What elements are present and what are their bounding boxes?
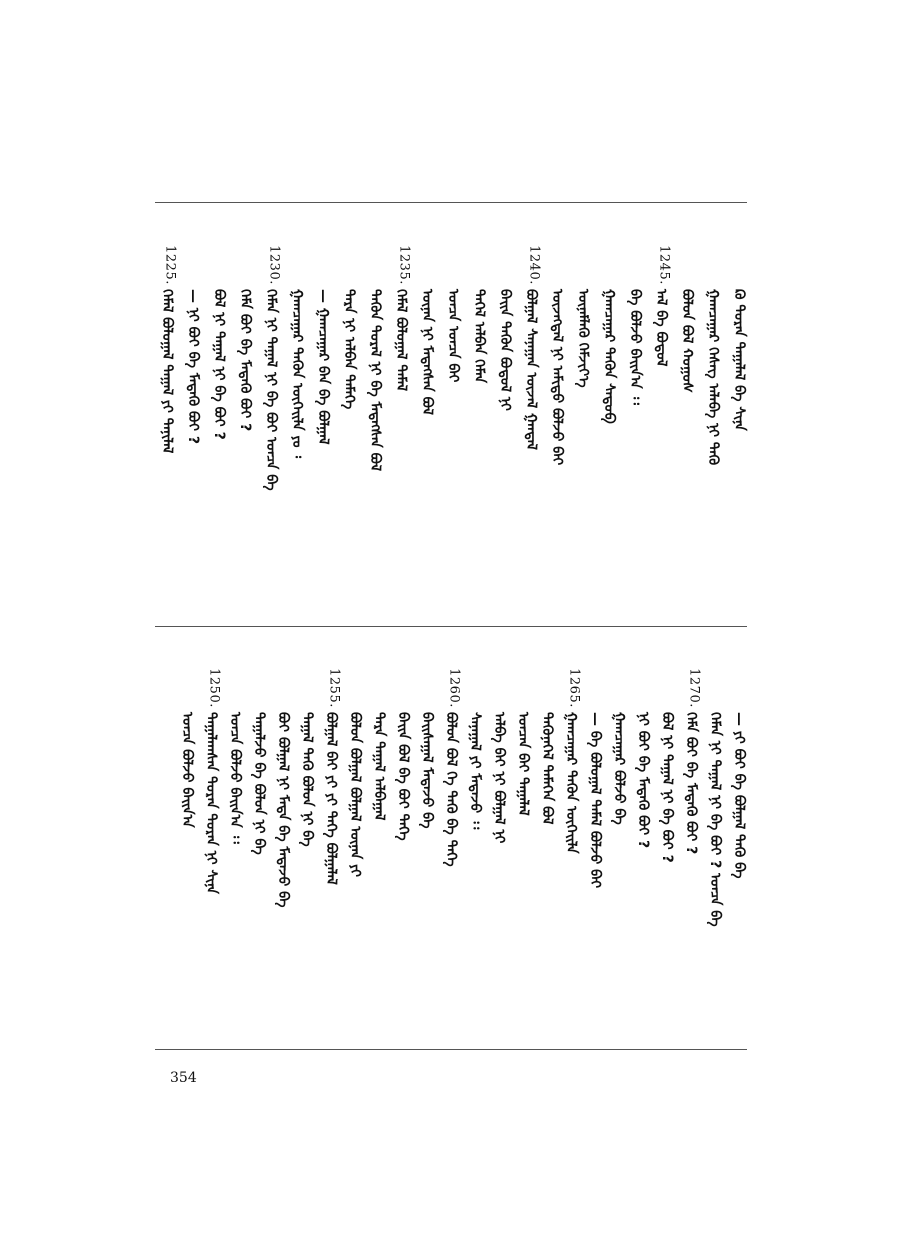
verse-line-column [178,668,202,968]
verse-line-text: — ᠶᠢ ᠪᠣᠢ ᠪᠠ ᠪᠣᠯᠭᠠᠯ ᠲᠡᠭᠦ ᠪᠠ [731,712,747,879]
verse-line-column [314,245,338,545]
page-number: 354 [170,1070,197,1086]
verse-line-text: ᠪᠠᠢᠨ ᠪᠣᠯ ᠪᠠ ᠪᠣᠢ ᠲᠡᠭᠡ [395,712,411,841]
line-number [226,668,250,708]
line-number [704,245,728,285]
line-number [366,245,390,285]
verse-line-text: ᠲᠠᠭᠠᠯ ᠲᠡᠭᠦ ᠪᠣᠯᠤᠨ ᠨᠢ ᠪᠠ [299,712,315,847]
verse-line-text: ᠨᠢ ᠪᠣᠢ ᠪᠠ ᠮᠡᠳᠡᠬᠦ ᠪᠣᠢ ? [635,712,651,849]
verse-line-text: ᠲᠡᠷᠡ ᠨᠢ ᠠᠯᠪᠠᠨ ᠲᠡᠮᠡᠭᠡ [341,289,357,410]
verse-line-text: ᠪᠣᠯᠤᠨ ᠪᠣᠯ ᠬᠣᠭᠤᠰ [679,289,695,393]
verse-line-column [574,245,598,545]
line-number [236,245,260,285]
line-number [274,668,298,708]
line-number [470,245,494,285]
line-number [610,668,634,708]
line-number [600,245,624,285]
verse-line-column [158,245,182,545]
verse-line-column [288,245,312,545]
line-number [626,245,650,285]
verse-line-column [704,245,728,545]
verse-line-text: ᠭᠠᠭᠴᠠᠭᠠᠷ ᠲᠡᠭᠦᠨ ᠰᠡᠳᠦᠪ [601,289,617,424]
line-number [370,668,394,708]
verse-line-text: ᠬᠡᠮᠡᠨ ᠨᠢ ᠲᠠᠭᠠᠯ ᠨᠢ ᠪᠠ ᠪᠣᠢ ᠣᠨᠴᠠ ᠪᠠ [263,289,279,491]
verse-line-column [496,245,520,545]
verse-line-text: ᠬᠡᠮᠡᠯ ᠪᠣᠯᠤᠭᠠᠯ ᠲᠡᠮᠡᠯ [393,289,409,392]
line-number-text: 1260. [446,668,462,708]
line-number-text: 1265. [566,668,582,708]
line-number [394,668,418,708]
verse-line-column [392,245,416,545]
line-number [574,245,598,285]
verse-line-column [470,245,494,545]
verse-line-text: ᠭᠠᠭᠴᠠᠭᠠᠷ ᠲᠡᠭᠦᠨ ᠦᠭᠡᠢᠯᠡ [563,712,579,854]
bottom-rule [155,1049,747,1050]
line-number-text: 1230. [266,245,282,285]
line-number [346,668,370,708]
verse-line-text: ᠰᠠᠨᠠᠭᠠᠯ ᠶᠢ ᠮᠡᠳᠡᠵᠤ ᠄᠄ [467,712,483,830]
verse-line-column [346,668,370,968]
verse-line-text: ᠲᠡᠭᠡᠯ ᠠᠯᠪᠠᠨ ᠬᠡᠮᠡᠨ [471,289,487,384]
line-number [514,668,538,708]
line-number [678,245,702,285]
verse-line-column [418,245,442,545]
verse-line-column [298,668,322,968]
verse-block-top [160,245,750,605]
top-rule [155,202,747,203]
verse-line-column [274,668,298,968]
line-number [730,668,754,708]
verse-line-text: ᠭᠠᠭᠴᠠᠭᠠᠷ ᠪᠣᠯᠵᠤ ᠪᠠ [611,712,627,825]
line-number [340,245,364,285]
verse-line-text: ᠦᠨᠡᠨ ᠨᠢ ᠮᠡᠳᠡᠭᠰᠡᠨ ᠪᠣᠯ [419,289,435,416]
verse-line-text: ᠣᠨᠴᠠ ᠪᠣᠯᠵᠤ ᠪᠠᠢᠨ᠎ᠠ ᠄᠄ [227,712,243,844]
verse-line-text: — ᠭᠠᠭᠴᠠᠭᠠᠷ ᠪᠠᠨ ᠪᠠ ᠪᠣᠯᠭᠠᠯ [315,289,331,445]
line-number [202,668,226,708]
line-number-text: 1255. [326,668,342,708]
line-number [178,668,202,708]
verse-line-column [706,668,730,968]
line-number [522,245,546,285]
verse-line-column [236,245,260,545]
verse-line-text: ᠣᠨᠴᠠ ᠪᠣᠯᠵᠤ ᠪᠠᠢᠨ᠎ᠠ [179,712,195,828]
verse-line-column [562,668,586,968]
line-number [210,245,234,285]
verse-line-column [522,245,546,545]
verse-line-text: ᠪᠣᠢ ᠪᠣᠯᠭᠠᠯ ᠨᠢ ᠮᠡᠳᠡ ᠪᠠ ᠮᠡᠳᠡᠵᠤ ᠪᠠ [275,712,291,908]
verse-line-column [418,668,442,968]
line-number [158,245,182,285]
verse-line-column [626,245,650,545]
line-number [466,668,490,708]
line-number [658,668,682,708]
verse-line-column [394,668,418,968]
verse-line-text: ᠲᠡᠭᠦᠨᠡᠭᠡᠯ ᠲᠡᠮᠡᠭᠡᠨ ᠪᠣᠯ [539,712,555,825]
verse-line-text: ᠪᠣᠯᠤᠨ ᠪᠣᠯᠭᠠᠯ ᠪᠣᠯᠭᠠᠯ ᠦᠨᠡᠨ ᠶᠢ [347,712,363,878]
verse-line-text: ᠬᠡᠮᠡᠨ ᠨᠢ ᠲᠠᠭᠠᠯ ᠨᠢ ᠪᠠ ᠪᠣᠢ ? ᠣᠨᠴᠠ ᠪᠠ [707,712,723,927]
verse-line-column [490,668,514,968]
verse-line-column [600,245,624,545]
verse-line-column [210,245,234,545]
verse-line-text: ᠪᠣᠯ ᠨᠢ ᠲᠠᠭᠠᠯ ᠨᠢ ᠪᠠ ᠪᠣᠢ ? [211,289,227,440]
verse-line-column [226,668,250,968]
verse-line-column [262,245,286,545]
line-number [730,245,754,285]
verse-line-column [610,668,634,968]
line-number [548,245,572,285]
line-number [392,245,416,285]
verse-line-column [548,245,572,545]
line-number [442,668,466,708]
verse-line-column [466,668,490,968]
line-number [288,245,312,285]
verse-line-text: ᠺᠣ ᠳᠤᠷᠠᠨ ᠲᠠᠭᠠᠯᠠᠯ ᠪᠠ ᠰᠢᠨᠡ [731,289,747,431]
verse-line-text: ᠬᠡᠮᠡ ᠪᠣᠢ ᠪᠠ ᠮᠡᠳᠡᠬᠦ ᠪᠣᠢ ? [683,712,699,855]
line-number [418,668,442,708]
verse-line-column [658,668,682,968]
verse-line-text: — ᠪᠠ ᠪᠣᠯᠤᠭᠠᠯ ᠲᠡᠮᠡᠯ ᠪᠣᠯᠵᠤ ᠪᠠᠢ [587,712,603,889]
verse-line-column [202,668,226,968]
line-number [322,668,346,708]
line-number [706,668,730,708]
verse-line-text: ᠲᠠᠭᠠᠯᠠᠭᠰᠠᠨ ᠳᠤᠷᠠᠨ ᠲᠤᠷᠠᠨ ᠨᠢ ᠰᠢᠨᠡ [203,712,219,895]
verse-line-column [538,668,562,968]
line-number [184,245,208,285]
verse-line-column [682,668,706,968]
line-number [682,668,706,708]
verse-line-text: ᠬᠡᠮᠡ ᠪᠣᠢ ᠪᠠ ᠮᠡᠳᠡᠬᠦ ᠪᠣᠢ ? [237,289,253,432]
line-number [262,245,286,285]
verse-line-column [370,668,394,968]
verse-line-column [678,245,702,545]
verse-line-column [634,668,658,968]
verse-line-text: ᠪᠣᠯᠭᠠᠯ ᠪᠠᠢ ᠶᠢ ᠶᠢ ᠲᠡᠭᠡ ᠪᠣᠯᠭᠠᠯᠠᠯ [323,712,339,885]
verse-line-column [444,245,468,545]
verse-line-column [586,668,610,968]
verse-line-column [652,245,676,545]
line-number-text: 1270. [686,668,702,708]
verse-line-text: ᠭᠠᠭᠴᠠᠭᠠᠷ ᠲᠡᠭᠦᠨ ᠦᠭᠡᠢᠯᠡ ᠶᠤ ᠄ [289,289,305,459]
verse-line-text: ᠲᠠᠭᠠᠯᠵᠤ ᠪᠠ ᠪᠣᠯᠤᠨ ᠨᠢ ᠪᠠ [251,712,267,855]
line-number [298,668,322,708]
line-number [586,668,610,708]
verse-line-text: ᠭᠠᠭᠴᠠᠭᠠᠷ ᠬᠡᠰᠡᠭ ᠠᠯᠠᠪᠠ ᠨᠢ ᠲᠡᠭᠦ [705,289,721,466]
line-number [652,245,676,285]
line-number-text: 1235. [396,245,412,285]
verse-line-column [730,245,754,545]
verse-line-text: ᠪᠣᠯᠭᠠᠯ ᠰᠠᠨᠠᠭᠠᠨ ᠦᠵᠡᠯ ᠭᠠᠨᠳᠠᠯ [523,289,539,451]
line-number [562,668,586,708]
verse-line-text: ᠦᠵᠡᠭᠳᠡᠯ ᠨᠢ ᠠᠮᠢᠳᠤ ᠪᠣᠯᠵᠤ ᠪᠠᠢ [549,289,565,466]
verse-line-text: ᠪᠠ ᠪᠣᠯᠵᠤ ᠪᠠᠢᠨ᠎ᠠ ᠄᠄ [627,289,643,405]
line-number [538,668,562,708]
verse-line-text: ᠲᠡᠷᠡ ᠲᠠᠭᠠᠯ ᠠᠯᠪᠠᠭᠠᠯ [371,712,387,821]
line-number-text: 1245. [656,245,672,285]
verse-line-text: ᠣᠨᠴᠠ ᠣᠨᠴᠠ ᠪᠠᠢ [445,289,461,383]
verse-line-text: — ᠨᠢ ᠪᠣᠢ ᠪᠠ ᠮᠡᠳᠡᠬᠦ ᠪᠣᠢ ? [185,289,201,445]
verse-line-text: ᠬᠡᠮᠡᠯ ᠪᠣᠯᠤᠭᠠᠯ ᠲᠠᠭᠠᠯ ᠶᠢ ᠲᠠᠨᠢᠯᠠᠯ [159,289,175,454]
verse-line-text: ᠪᠣᠯ ᠨᠢ ᠲᠠᠭᠠᠯ ᠨᠢ ᠪᠠ ᠪᠣᠢ ? [659,712,675,863]
line-number [444,245,468,285]
verse-line-column [442,668,466,968]
line-number [418,245,442,285]
verse-block-bottom [160,668,750,1028]
verse-line-text: ᠪᠠᠢᠨ ᠲᠡᠭᠦᠨ ᠪᠣᠳᠤᠯ ᠨᠢ [497,289,513,411]
verse-line-text: ᠣᠨᠴᠠᠨ ᠪᠠᠢ ᠲᠠᠭᠠᠯᠠᠯ [515,712,531,816]
line-number [250,668,274,708]
line-number [634,668,658,708]
verse-line-text: ᠦᠨᠡᠮᠯᠡᠬᠦ ᠬᠡᠮᠵᠢᠶ᠎ᠡ [575,289,591,388]
line-number [490,668,514,708]
verse-line-text: ᠠᠯ ᠪᠠ ᠪᠣᠳᠣᠯ [653,289,669,367]
verse-line-text: ᠪᠠᠢᠰᠠᠭᠠᠯ ᠮᠡᠳᠡᠵᠤ ᠪᠠ [419,712,435,829]
verse-line-text: ᠲᠡᠭᠦᠨ ᠳᠤᠷᠠᠯ ᠨᠢ ᠪᠠ ᠮᠡᠳᠡᠭᠰᠡᠨ ᠪᠣᠯ [367,289,383,472]
verse-line-column [514,668,538,968]
verse-line-column [250,668,274,968]
line-number [314,245,338,285]
middle-rule [155,626,747,627]
line-number [496,245,520,285]
verse-line-column [322,668,346,968]
verse-line-column [184,245,208,545]
verse-line-text: ᠪᠣᠯᠤᠨ ᠪᠣᠯ ᠬᠡ ᠲᠡᠭᠦ ᠪᠠ ᠲᠡᠭᠡ [443,712,459,867]
line-number-text: 1225. [162,245,178,285]
line-number-text: 1240. [526,245,542,285]
verse-line-text: ᠠᠯᠪᠠ ᠪᠠᠢ ᠨᠢ ᠪᠣᠯᠭᠠᠯ ᠨᠢ [491,712,507,844]
verse-line-column [730,668,754,968]
verse-line-column [366,245,390,545]
verse-line-column [340,245,364,545]
line-number-text: 1250. [206,668,222,708]
